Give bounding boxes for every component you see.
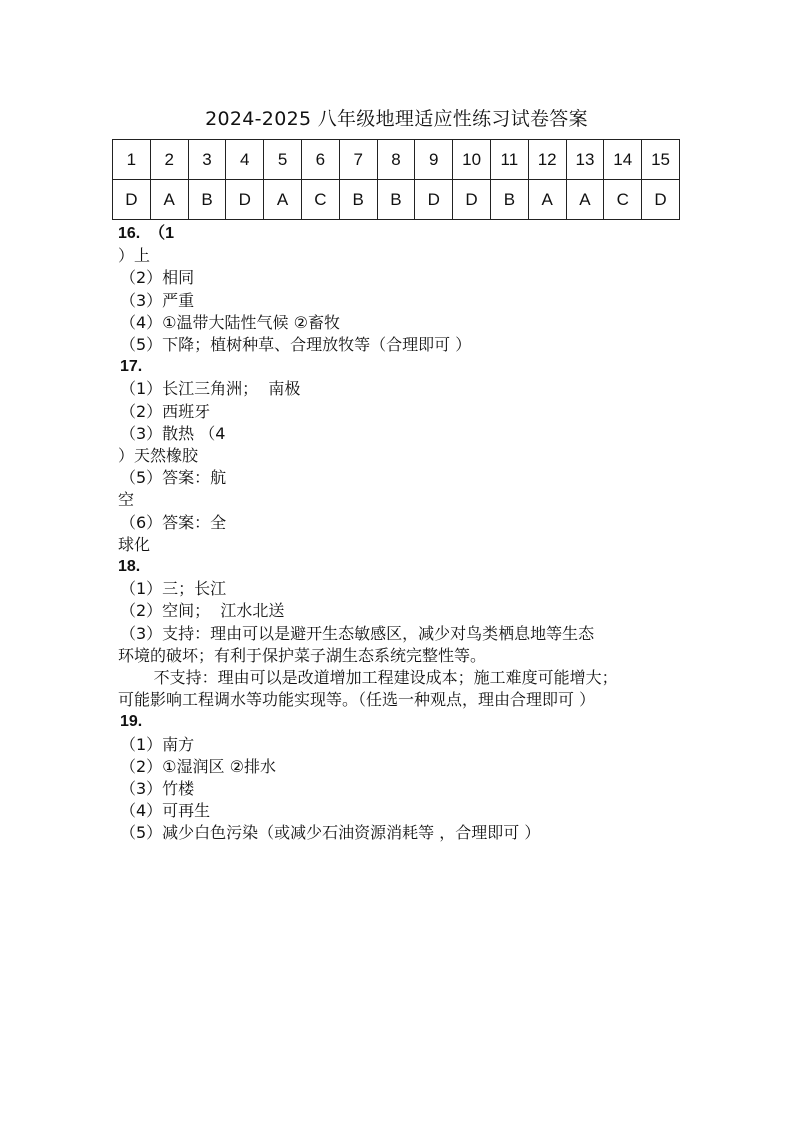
- answer-line: ）天然橡胶: [118, 446, 199, 466]
- question-number-cell: 1: [113, 140, 151, 180]
- answer-line: ）上: [118, 246, 151, 266]
- answer-cell: A: [528, 180, 566, 220]
- answer-line: （3）支持：理由可以是避开生态敏感区，减少对鸟类栖息地等生态: [120, 623, 595, 643]
- answer-line: （2）西班牙: [120, 401, 211, 421]
- answer-cell: D: [415, 180, 453, 220]
- question-number-cell: 4: [226, 140, 264, 180]
- question-number-cell: 7: [339, 140, 377, 180]
- answer-cell: A: [264, 180, 302, 220]
- question-number-cell: 5: [264, 140, 302, 180]
- page-title: 2024-2025 八年级地理适应性练习试卷答案: [205, 108, 588, 130]
- question-number-row: [113, 140, 680, 180]
- answer-line: 球化: [118, 534, 151, 554]
- question-number-cell: 3: [188, 140, 226, 180]
- question-number-cell: 6: [301, 140, 339, 180]
- question-number-cell: 15: [642, 140, 680, 180]
- answer-cell: B: [377, 180, 415, 220]
- answer-cell: D: [453, 180, 491, 220]
- answer-line: 可能影响工程调水等功能实现等。（任选一种观点，理由合理即可 ）: [118, 690, 596, 710]
- answer-line: （5）减少白色污染（或减少石油资源消耗等 ，合理即可 ）: [120, 823, 541, 843]
- answer-line: （1）南方: [120, 734, 195, 754]
- answer-line: （5）下降；植树种草、合理放牧等（合理即可 ）: [120, 335, 472, 355]
- answer-table: [112, 139, 680, 220]
- answer-cell: D: [226, 180, 264, 220]
- answer-line: （1）三；长江: [120, 579, 227, 599]
- question-heading: 19.: [120, 713, 143, 731]
- answer-line: （2）空间； 江水北送: [120, 601, 285, 621]
- answer-line: （2）①湿润区 ②排水: [120, 756, 276, 776]
- answer-cell: B: [490, 180, 528, 220]
- answer-cell: A: [150, 180, 188, 220]
- question-heading: 17.: [120, 358, 143, 376]
- question-number-cell: 10: [453, 140, 491, 180]
- answer-line: 空: [118, 490, 135, 510]
- answer-line: （5）答案：航: [120, 468, 227, 488]
- answer-cell: B: [188, 180, 226, 220]
- answer-line: （6）答案：全: [120, 512, 227, 532]
- answer-line: （4）①温带大陆性气候 ②畜牧: [120, 312, 340, 332]
- answer-line: （4）可再生: [120, 801, 211, 821]
- question-number-cell: 12: [528, 140, 566, 180]
- answer-cell: D: [113, 180, 151, 220]
- question-heading: 18.: [118, 558, 141, 576]
- question-number-cell: 11: [490, 140, 528, 180]
- question-number-cell: 2: [150, 140, 188, 180]
- answer-row: [113, 180, 680, 220]
- answer-cell: A: [566, 180, 604, 220]
- answer-line: （3）竹楼: [120, 779, 195, 799]
- question-number-cell: 9: [415, 140, 453, 180]
- answer-line: 不支持：理由可以是改道增加工程建设成本；施工难度可能增大；: [118, 668, 618, 688]
- answer-line: （3）严重: [120, 290, 195, 310]
- question-number-cell: 13: [566, 140, 604, 180]
- answer-line: 环境的破坏；有利于保护菜子湖生态系统完整性等。: [118, 645, 487, 665]
- question-number-cell: 8: [377, 140, 415, 180]
- answer-lines: [118, 223, 718, 845]
- question-number-cell: 14: [604, 140, 642, 180]
- question-heading: 16. （1: [118, 225, 175, 242]
- answer-cell: C: [301, 180, 339, 220]
- answer-cell: C: [604, 180, 642, 220]
- answer-line: （3）散热 （4: [120, 423, 226, 443]
- answer-line: （1）长江三角洲； 南极: [120, 379, 301, 399]
- answer-cell: B: [339, 180, 377, 220]
- answer-cell: D: [642, 180, 680, 220]
- answer-line: （2）相同: [120, 268, 195, 288]
